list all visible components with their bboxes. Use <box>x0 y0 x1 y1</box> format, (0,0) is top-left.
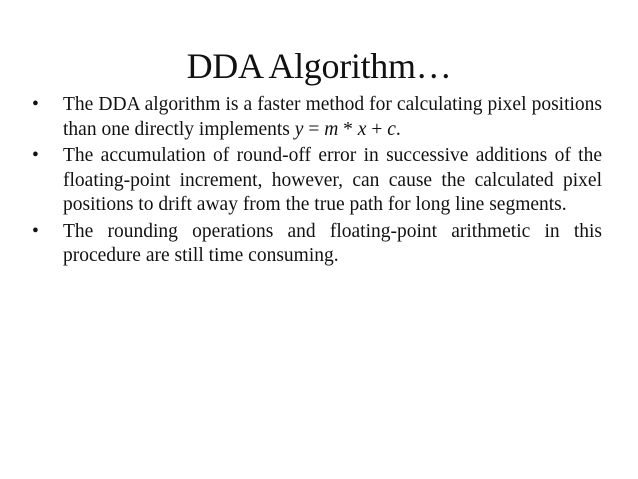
bullet-item-1 <box>32 93 602 142</box>
bullet-list <box>32 93 602 271</box>
math-m: m <box>324 118 339 140</box>
bullet-marker: • <box>32 220 39 242</box>
math-x: x <box>357 118 367 140</box>
bullet-text: The DDA algorithm is a faster method for calculating pixel positions than one directly implements <box>63 94 602 140</box>
bullet-item-3 <box>32 220 602 269</box>
math-equals: = <box>303 118 325 140</box>
slide-title: DDA Algorithm… <box>186 46 452 86</box>
bullet-marker: • <box>32 145 39 166</box>
math-c: c <box>387 118 396 140</box>
math-y: y <box>294 118 304 140</box>
math-period: . <box>395 118 401 140</box>
bullet-marker: • <box>32 94 39 115</box>
bullet-item-2 <box>32 144 602 218</box>
math-plus: + <box>366 118 388 140</box>
bullet-text: The rounding operations and floating-point arithmetic in this procedure are still time consuming. <box>63 220 602 266</box>
math-multiply: * <box>338 118 358 140</box>
bullet-text: The accumulation of round-off error in successive additions of the floating-point increment, however, can cause the calculated pixel positions to drift away from the true path for long line segments. <box>63 145 602 215</box>
